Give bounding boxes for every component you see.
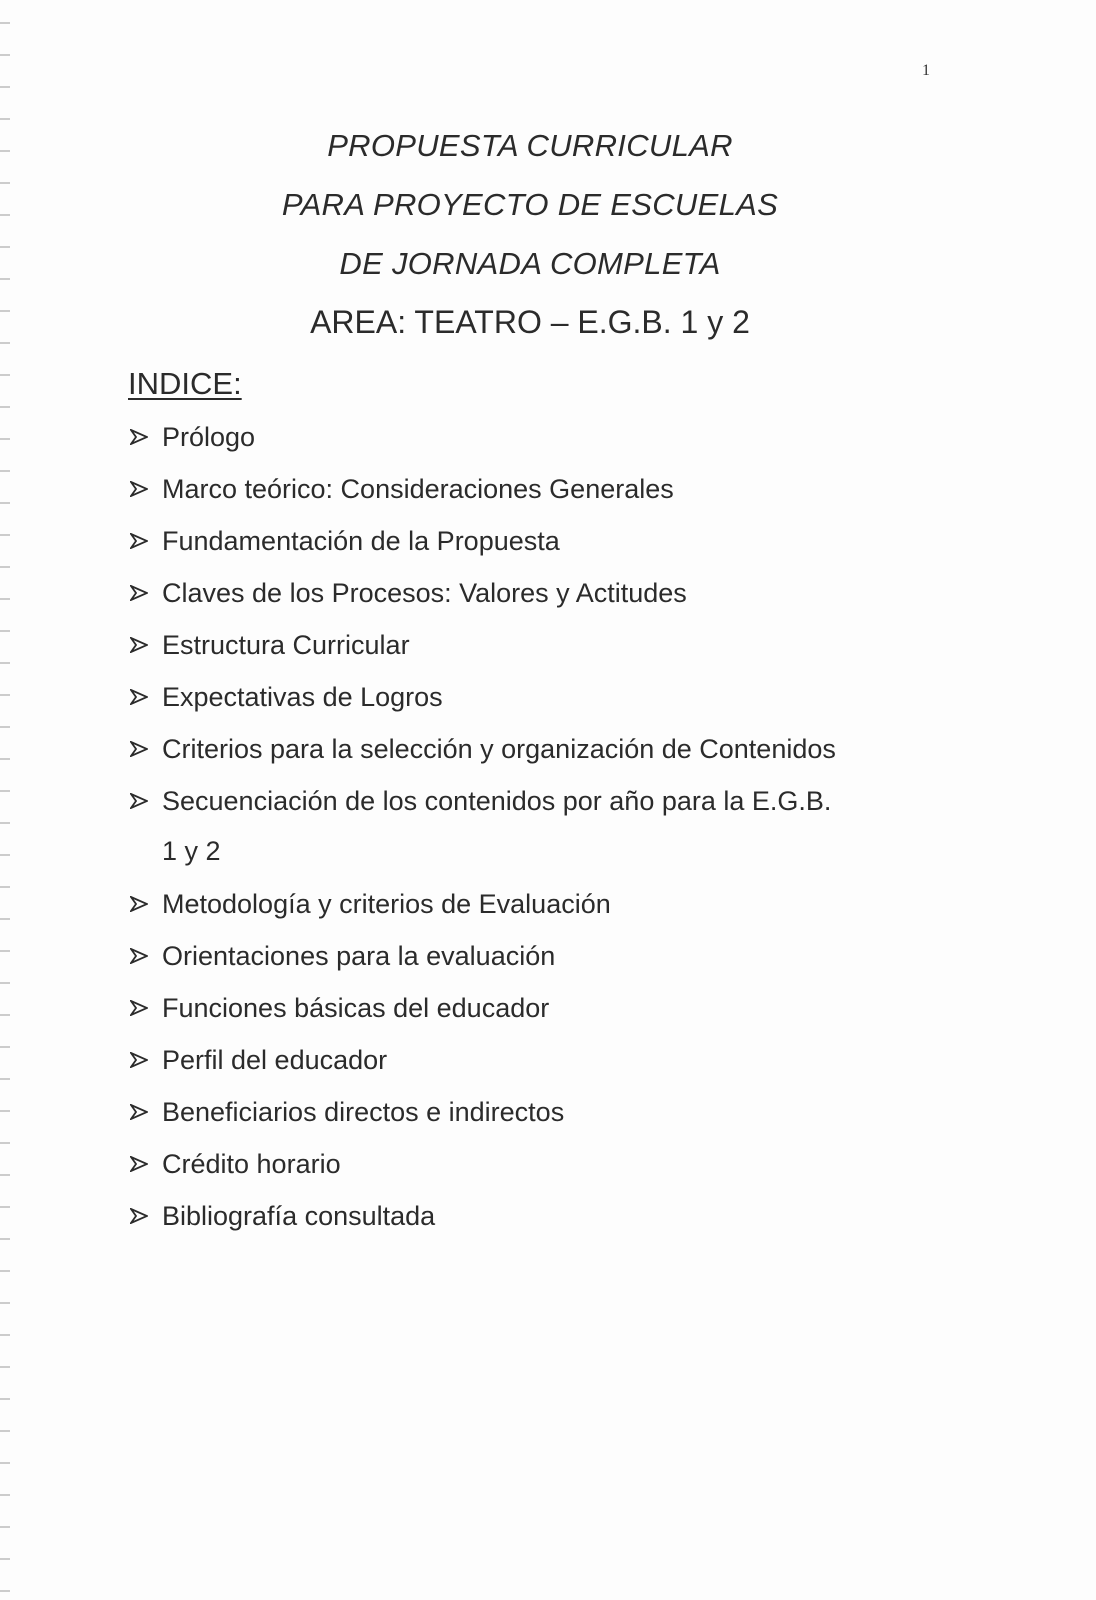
index-item (130, 420, 950, 472)
arrow-bullet-icon (130, 420, 162, 454)
index-item (130, 887, 950, 939)
arrow-bullet-icon (130, 576, 162, 610)
arrow-bullet-icon (130, 732, 162, 766)
index-item-text: Claves de los Procesos: Valores y Actitudes (162, 578, 687, 608)
index-item-text: Expectativas de Logros (162, 682, 443, 712)
arrow-bullet-icon (130, 680, 162, 714)
index-item-text: Orientaciones para la evaluación (162, 941, 556, 971)
index-item-text: Prólogo (162, 422, 256, 452)
index-item (130, 991, 950, 1043)
index-item-text: Metodología y criterios de Evaluación (162, 889, 611, 919)
title-line-3: DE JORNADA COMPLETA (339, 246, 721, 281)
page-number: 1 (922, 62, 930, 79)
index-list (130, 420, 950, 1251)
arrow-bullet-icon (130, 1199, 162, 1233)
index-item-text: Funciones básicas del educador (162, 993, 550, 1023)
arrow-bullet-icon (130, 628, 162, 662)
index-heading: INDICE: (128, 366, 242, 401)
index-item-text: Crédito horario (162, 1149, 341, 1179)
index-item (130, 628, 950, 680)
area-subtitle: AREA: TEATRO – E.G.B. 1 y 2 (310, 304, 750, 340)
index-item (130, 1147, 950, 1199)
index-item (130, 1043, 950, 1095)
arrow-bullet-icon (130, 991, 162, 1025)
index-item-text-line1: Secuenciación de los contenidos por año para la E.G.B. (162, 786, 832, 816)
index-item-text (162, 784, 950, 868)
index-item-text-line2: 1 y 2 (162, 836, 221, 866)
title-line-2: PARA PROYECTO DE ESCUELAS (281, 187, 779, 222)
arrow-bullet-icon (130, 1095, 162, 1129)
arrow-bullet-icon (130, 784, 162, 818)
index-item-text: Beneficiarios directos e indirectos (162, 1097, 565, 1127)
index-item-text: Estructura Curricular (162, 630, 410, 660)
index-item (130, 524, 950, 576)
index-item (130, 1095, 950, 1147)
index-item-text: Criterios para la selección y organización de Contenidos (162, 734, 836, 764)
arrow-bullet-icon (130, 524, 162, 558)
arrow-bullet-icon (130, 939, 162, 973)
index-item-text: Perfil del educador (162, 1045, 388, 1075)
arrow-bullet-icon (130, 1147, 162, 1181)
arrow-bullet-icon (130, 1043, 162, 1077)
index-item-text: Marco teórico: Consideraciones Generales (162, 474, 674, 504)
arrow-bullet-icon (130, 472, 162, 506)
binding-edge (0, 0, 10, 1600)
index-item (130, 472, 950, 524)
index-item (130, 784, 950, 887)
title-line-1: PROPUESTA CURRICULAR (327, 128, 733, 163)
arrow-bullet-icon (130, 887, 162, 921)
index-item (130, 1199, 950, 1251)
index-item-text: Fundamentación de la Propuesta (162, 526, 560, 556)
index-item (130, 732, 950, 784)
index-item (130, 680, 950, 732)
index-item (130, 939, 950, 991)
index-item (130, 576, 950, 628)
index-item-text: Bibliografía consultada (162, 1201, 436, 1231)
